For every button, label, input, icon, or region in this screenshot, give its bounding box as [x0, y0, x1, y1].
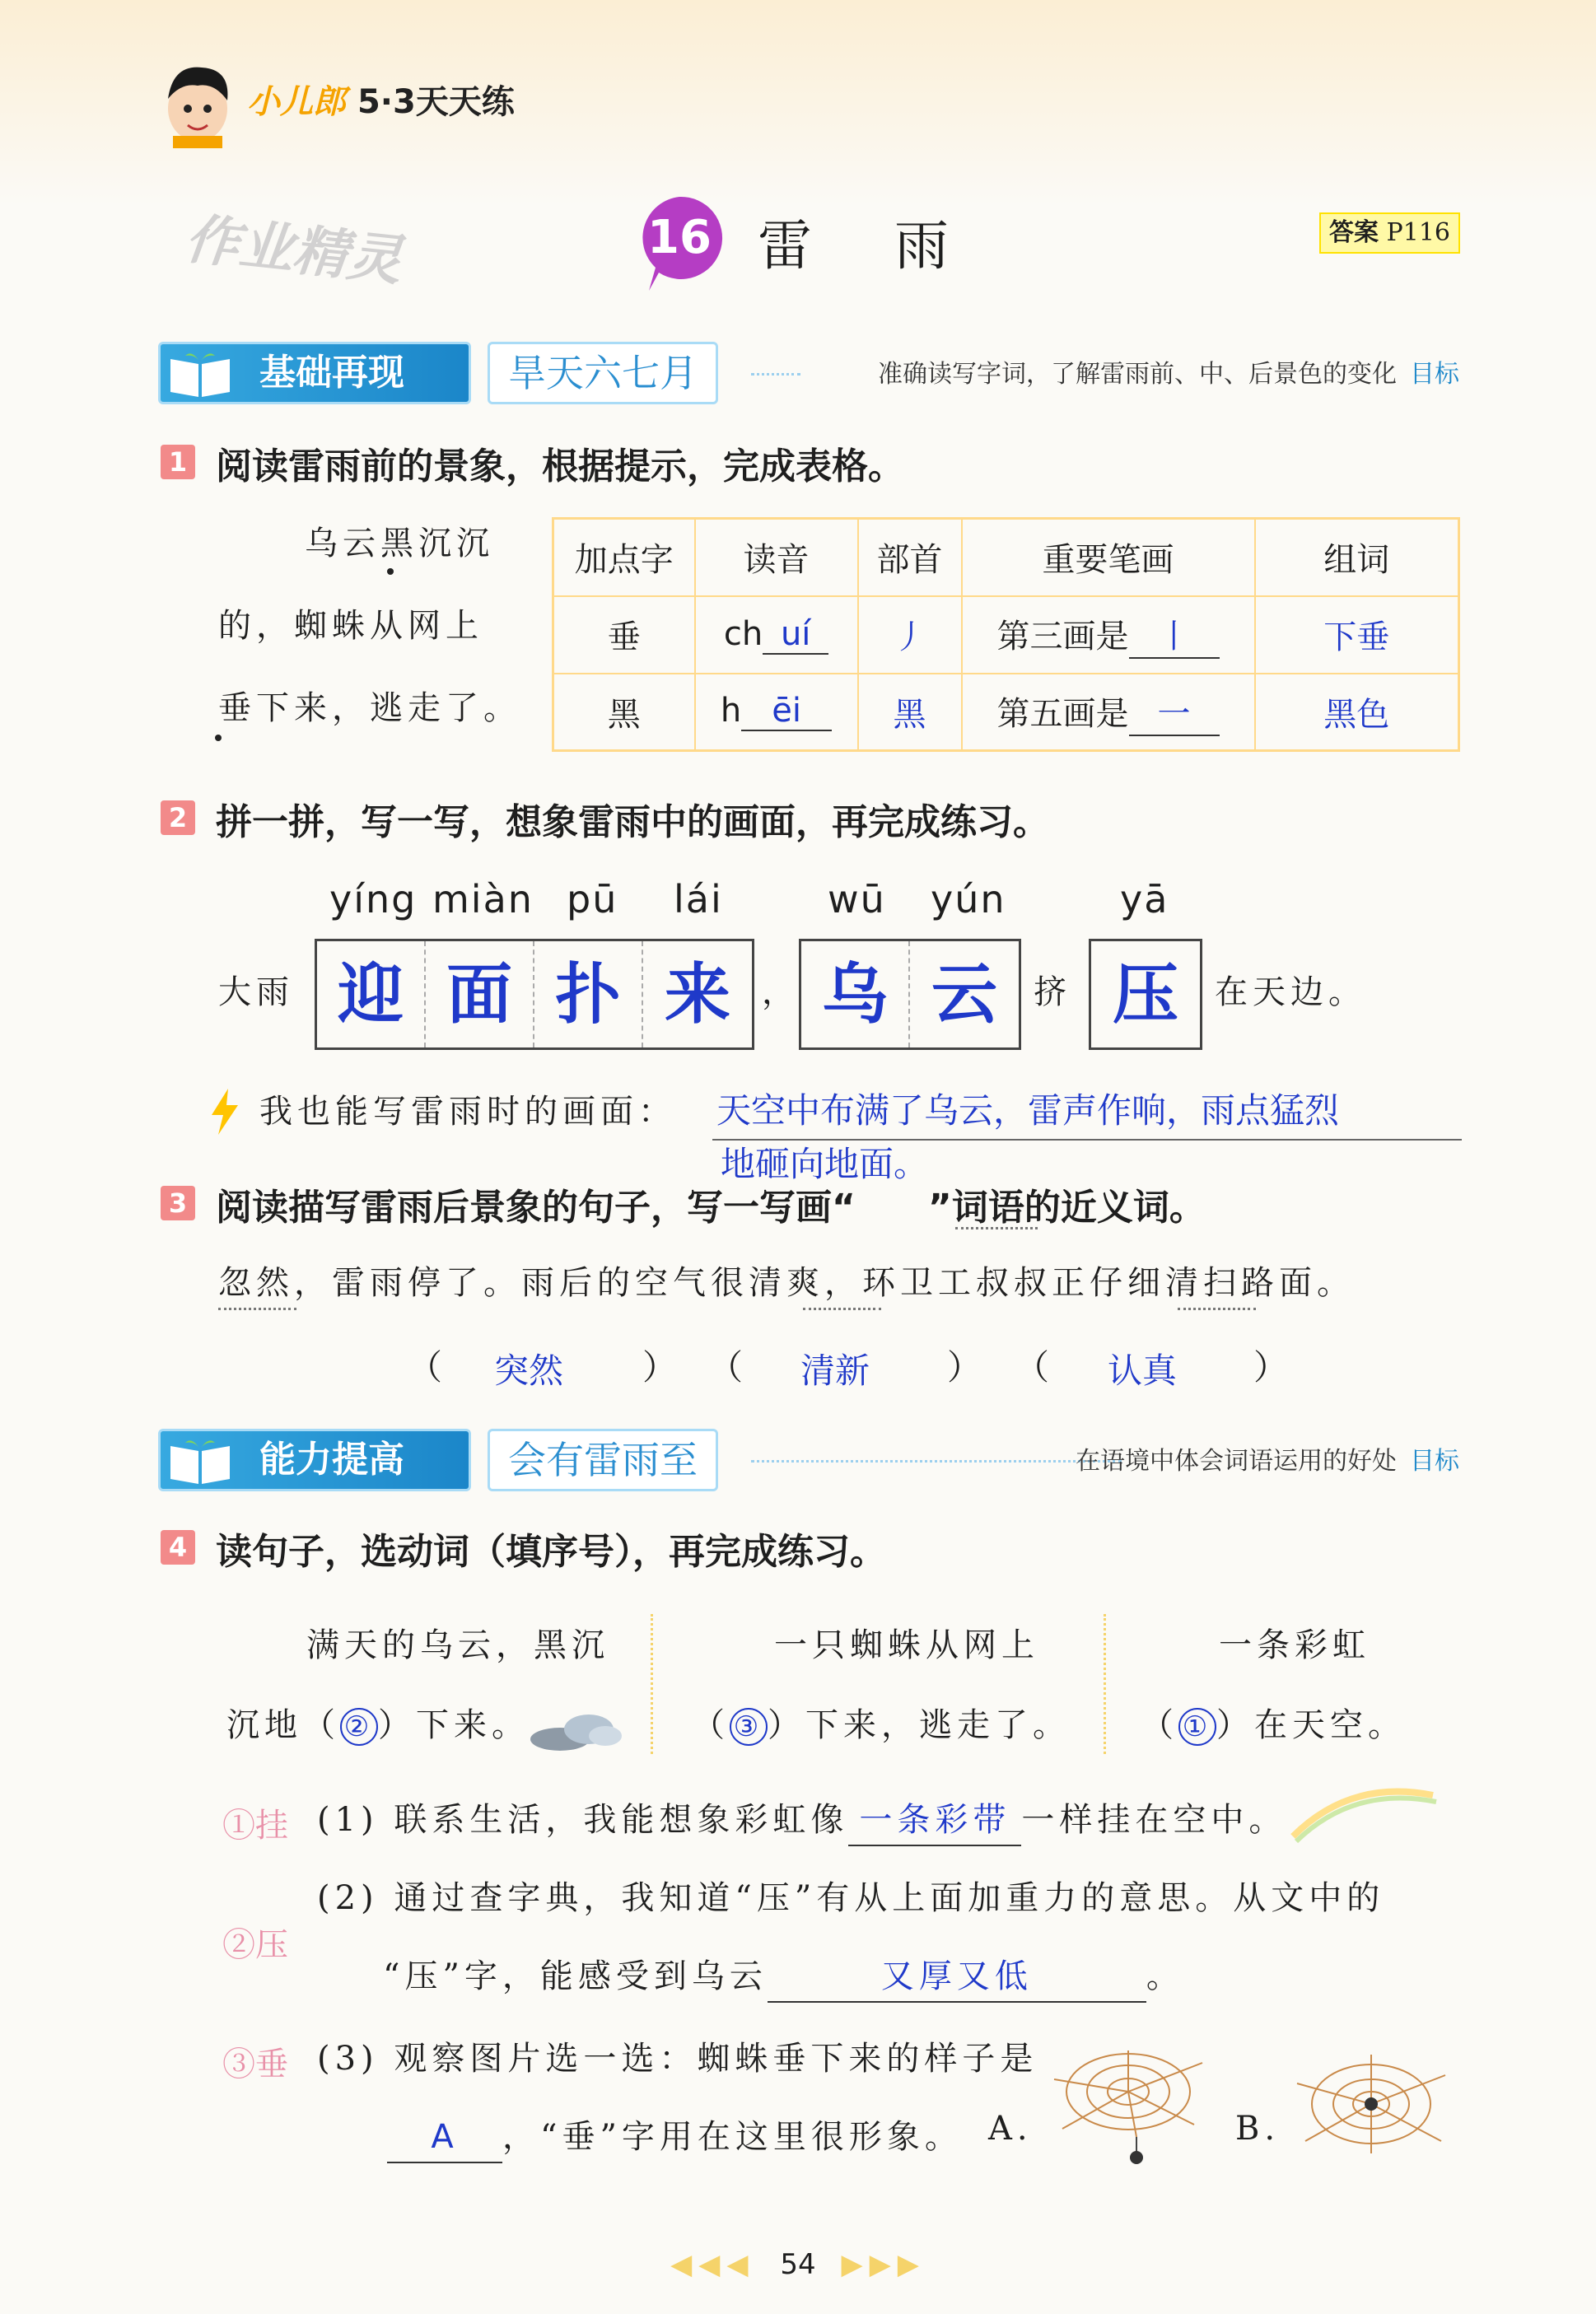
grid-cell[interactable]: 乌: [801, 941, 910, 1047]
writing-grid-3: [1089, 939, 1202, 1050]
book-icon: [167, 1435, 233, 1487]
extra-answer-line-1[interactable]: 天空中布满了乌云，雷声作响，雨点猛烈: [716, 1090, 1340, 1131]
grid-cell[interactable]: 面: [426, 941, 534, 1047]
writing-grid-1: [315, 939, 754, 1050]
divider: [751, 373, 800, 376]
table-row: [553, 674, 1459, 751]
section-tag: [158, 342, 471, 404]
writing-grid-2: [799, 939, 1021, 1050]
grid-cell[interactable]: 云: [931, 955, 997, 1033]
page-footer: [0, 2248, 1596, 2281]
pinyin-wu: wū: [828, 877, 886, 921]
p2-line2: “压”字，能感受到乌云 又厚又低 。: [383, 1935, 1184, 2018]
wavy-underline: [803, 1308, 881, 1310]
q3-sentence: 忽然，雷雨停了。雨后的空气很清爽，环卫工叔叔正仔细清扫路面。: [218, 1264, 1355, 1302]
answer-circle[interactable]: ②: [340, 1708, 378, 1746]
section-subtitle: 会有雷雨至: [488, 1429, 718, 1491]
table-header-row: [553, 519, 1459, 596]
pinyin-lai: lái: [674, 877, 723, 921]
cloud-icon: [527, 1705, 626, 1754]
col3-line2: （ ① ）在天空。: [1141, 1706, 1406, 1744]
table-cell-stroke[interactable]: 第五画是 一: [962, 674, 1255, 751]
column-separator: [651, 1614, 653, 1754]
pinyin-ya: yā: [1120, 877, 1169, 921]
goal-text: 在语境中体会词语运用的好处: [1076, 1447, 1397, 1476]
pinyin-yi: yíng: [329, 877, 418, 921]
paren-left: （: [708, 1347, 744, 1388]
col2-line1: 一只蜘蛛从网上: [774, 1626, 1039, 1664]
lightning-icon: [210, 1089, 240, 1135]
book-icon: [167, 348, 233, 400]
spiderweb-center-icon[interactable]: [1293, 2050, 1449, 2158]
paren-right: ）: [1253, 1347, 1289, 1388]
wavy-underline: [1178, 1308, 1256, 1310]
pinyin-yun: yún: [931, 877, 1006, 921]
extra-answer-line-2[interactable]: 地砸向地面。: [721, 1144, 929, 1184]
question-number-4: 4: [161, 1530, 195, 1565]
goal-tag: 目标: [1410, 360, 1459, 389]
pinyin-answer[interactable]: ēi: [741, 692, 832, 731]
sentence-middle: 挤: [1034, 973, 1071, 1011]
p3-line2: A ，“垂”字用在这里很形象。: [387, 2096, 963, 2178]
table-header: 重要笔画: [962, 519, 1255, 596]
grid-cell[interactable]: 扑: [534, 941, 643, 1047]
table-header: 组词: [1255, 519, 1459, 596]
option-b-label[interactable]: B.: [1235, 2110, 1281, 2148]
table-header: 加点字: [553, 519, 695, 596]
page-number: 54: [780, 2248, 816, 2281]
question-4-text: 读句子，选动词（填序号），再完成练习。: [216, 1531, 886, 1573]
answer-reference[interactable]: [1319, 212, 1460, 254]
lesson-title: 雷雨: [758, 214, 1031, 278]
section-subtitle: 旱天六七月: [488, 342, 718, 404]
brand-logo: [247, 76, 515, 123]
p2-line1: (2) 通过查字典，我知道“压”有从上面加重力的意思。从文中的: [317, 1879, 1385, 1917]
p1-answer[interactable]: 一条彩带: [848, 1795, 1021, 1846]
section-tag-label: 基础再现: [259, 352, 404, 394]
question-2-text: 拼一拼，写一写，想象雷雨中的画面，再完成练习。: [216, 801, 1049, 843]
table-cell-word[interactable]: 下垂: [1255, 596, 1459, 674]
question-1-text: 阅读雷雨前的景象，根据提示，完成表格。: [216, 446, 904, 488]
watermark: 作业精灵: [182, 207, 405, 293]
answer-circle[interactable]: ③: [730, 1708, 768, 1746]
rainbow-icon: [1285, 1770, 1441, 1845]
paren-left: （: [408, 1347, 443, 1388]
brand-name: 小儿郎: [247, 83, 346, 121]
section-tag-label: 能力提高: [259, 1439, 404, 1481]
sentence-suffix: 在天边。: [1215, 973, 1366, 1011]
right-arrows-icon: ▶▶▶: [841, 2248, 926, 2281]
comma: ，: [762, 973, 800, 1011]
goal-text: 准确读写字词，了解雷雨前、中、后景色的变化: [878, 360, 1397, 389]
option-a-label[interactable]: A.: [988, 2110, 1033, 2148]
section-tag: [158, 1429, 471, 1491]
stroke-answer[interactable]: 一: [1129, 688, 1220, 736]
poem-line-3: 垂下来，逃走了。: [218, 689, 521, 727]
grid-cell[interactable]: 迎: [317, 941, 426, 1047]
p2-answer[interactable]: 又厚又低: [768, 1952, 1146, 2003]
wavy-underline: [955, 1227, 1038, 1229]
divider: [751, 1460, 1122, 1463]
stroke-answer[interactable]: 丨: [1129, 610, 1220, 659]
grid-cell[interactable]: 来: [665, 955, 730, 1033]
spiderweb-hanging-icon[interactable]: [1046, 2046, 1211, 2170]
answer-table: [552, 517, 1460, 752]
col3-line1: 一条彩虹: [1219, 1626, 1370, 1664]
option-hang: ①挂: [222, 1807, 288, 1845]
goal-tag: 目标: [1410, 1447, 1459, 1476]
section-banner-advanced: [158, 1429, 1459, 1491]
table-cell-char: 垂: [553, 596, 695, 674]
section-goal: [1076, 1440, 1459, 1477]
extra-label: 我也能写雷雨时的画面：: [259, 1093, 676, 1131]
lesson-number-badge: [634, 194, 725, 292]
synonym-answer[interactable]: 突然: [494, 1351, 564, 1391]
pinyin-mian: miàn: [432, 877, 534, 921]
table-row: [553, 596, 1459, 674]
pinyin-pu: pū: [567, 877, 618, 921]
column-separator: [1104, 1614, 1106, 1754]
table-cell-radical[interactable]: 丿: [858, 596, 962, 674]
wavy-underline: [218, 1308, 296, 1310]
p3-answer[interactable]: A: [387, 2112, 502, 2163]
col1-line2: 沉地（ ② ）下来。: [226, 1706, 530, 1744]
table-cell-radical[interactable]: 黑: [858, 674, 962, 751]
answer-page: P116: [1386, 218, 1450, 247]
poem-line-1: 乌云黑沉沉: [305, 525, 494, 562]
table-cell-char: 黑: [553, 674, 695, 751]
mascot-icon: [156, 58, 239, 148]
brand-series: 5·3天天练: [357, 83, 515, 121]
table-header: 读音: [695, 519, 858, 596]
section-banner-basic: [158, 342, 1459, 404]
table-cell-stroke[interactable]: 第三画是 丨: [962, 596, 1255, 674]
grid-cell[interactable]: 压: [1113, 955, 1178, 1033]
left-arrows-icon: ◀◀◀: [670, 2248, 755, 2281]
question-3-text: 阅读描写雷雨后景象的句子，写一写画“ ”词语的近义词。: [216, 1187, 1206, 1229]
p1-text: (1) 联系生活，我能想象彩虹像 一条彩带 一样挂在空中。: [317, 1779, 1286, 1861]
synonym-answer[interactable]: 认真: [1108, 1351, 1178, 1391]
option-chui: ③垂: [222, 2046, 288, 2083]
paren-left: （: [1015, 1347, 1050, 1388]
question-number-2: 2: [161, 800, 195, 835]
p3-line1: (3) 观察图片选一选：蜘蛛垂下来的样子是: [317, 2040, 1038, 2078]
table-header: 部首: [858, 519, 962, 596]
sentence-prefix: 大雨: [218, 973, 294, 1011]
lesson-number: 16: [647, 211, 712, 264]
header-band: [0, 0, 1596, 206]
pinyin-answer[interactable]: uí: [763, 615, 828, 655]
section-goal: [878, 353, 1459, 390]
question-number-3: 3: [161, 1186, 195, 1220]
synonym-answer[interactable]: 清新: [800, 1351, 870, 1391]
paren-right: ）: [642, 1347, 678, 1388]
table-cell-pinyin[interactable]: ch uí: [695, 596, 858, 674]
option-ya: ②压: [222, 1926, 288, 1964]
table-cell-word[interactable]: 黑色: [1255, 674, 1459, 751]
col1-line1: 满天的乌云，黑沉: [306, 1626, 609, 1664]
question-number-1: 1: [161, 445, 195, 479]
answer-circle[interactable]: ①: [1178, 1708, 1216, 1746]
poem-line-2: 的，蜘蛛从网上: [218, 607, 483, 645]
col2-line2: （ ③ ）下来，逃走了。: [692, 1706, 1071, 1744]
answer-label: 答案: [1329, 218, 1379, 247]
paren-right: ）: [947, 1347, 982, 1388]
table-cell-pinyin[interactable]: h ēi: [695, 674, 858, 751]
